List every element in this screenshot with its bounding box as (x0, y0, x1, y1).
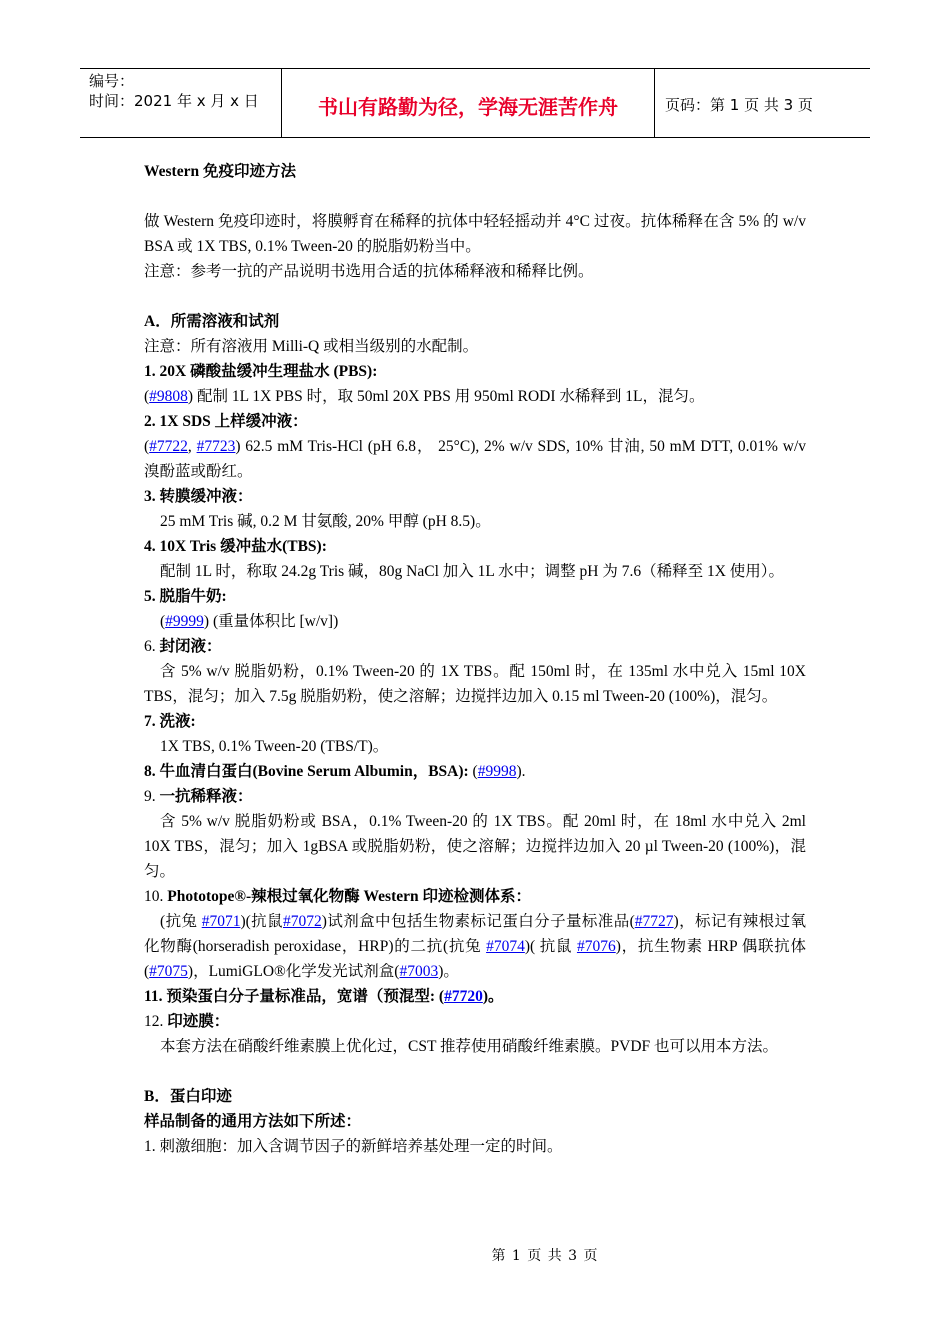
intro-paragraph: 做 Western 免疫印迹时，将膜孵育在稀释的抗体中轻轻摇动并 4°C 过夜。抗体稀释在含 5% 的 w/v BSA 或 1X TBS, 0.1% Tween-20 的脱脂奶粉当中。 (144, 213, 806, 255)
item-1-text: (#9808) 配制 1L 1X PBS 时，取 50ml 20X PBS 用 950ml RODI 水稀释到 1L，混匀。 (144, 388, 705, 405)
header-page-info: 页码：第 1 页 共 3 页 (665, 95, 813, 114)
link-7003[interactable]: #7003 (399, 963, 439, 980)
doc-title: Western 免疫印迹方法 (144, 163, 296, 180)
item-4-title: 4. 10X Tris 缓冲盐水(TBS): (144, 538, 327, 555)
link-7071[interactable]: #7071 (201, 913, 241, 930)
link-7723[interactable]: #7723 (196, 438, 236, 455)
item-12-title: 12. 印迹膜： (144, 1013, 230, 1030)
link-9998[interactable]: #9998 (477, 763, 517, 780)
item-3-text: 25 mM Tris 碱, 0.2 M 甘氨酸, 20% 甲醇 (pH 8.5)。 (160, 513, 491, 530)
header-info (80, 69, 282, 137)
item-3-title: 3. 转膜缓冲液： (144, 488, 253, 505)
item-2-title: 2. 1X SDS 上样缓冲液： (144, 413, 308, 430)
item-5-text: (#9999) (重量体积比 [w/v]) (160, 613, 339, 630)
page-footer: 第 1 页 共 3 页 (491, 1248, 599, 1264)
section-b-heading: B．蛋白印迹 (144, 1088, 232, 1105)
link-7074[interactable]: #7074 (486, 938, 525, 955)
item-11: 11. 预染蛋白分子量标准品，宽谱（预混型: (#7720)。 (144, 988, 504, 1005)
link-7727[interactable]: #7727 (634, 913, 674, 930)
item-7-text: 1X TBS, 0.1% Tween-20 (TBS/T)。 (160, 738, 389, 755)
item-8: 8. 牛血清白蛋白(Bovine Serum Albumin，BSA): (#9998). (144, 763, 526, 780)
item-6-title: 6. 封闭液： (144, 638, 222, 655)
item-2-text: (#7722, #7723) 62.5 mM Tris-HCl (pH 6.8， 25°C), 2% w/v SDS, 10% 甘油, 50 mM DTT, 0.01% w/v 溴酚蓝或酚红。 (144, 438, 807, 480)
item-10-text: (抗兔 #7071)(抗鼠#7072)试剂盒中包括生物素标记蛋白分子量标准品(#7727)，标记有辣根过氧化物酶(horseradish peroxidase，HRP)的二抗(抗兔 #7074)( 抗鼠 #7076)，抗生物素 HRP 偶联抗体(#7075)，LumiGLO®化学发光试剂盒(#7003)。 (144, 913, 806, 980)
intro-note: 注意：参考一抗的产品说明书选用合适的抗体稀释液和稀释比例。 (144, 263, 594, 280)
step-1: 1. 刺激细胞：加入含调节因子的新鲜培养基处理一定的时间。 (144, 1138, 563, 1155)
item-4-text: 配制 1L 时，称取 24.2g Tris 碱，80g NaCl 加入 1L 水中；调整 pH 为 7.6（稀释至 1X 使用）。 (160, 563, 785, 580)
section-a-heading: A．所需溶液和试剂 (144, 313, 280, 330)
item-5-title: 5. 脱脂牛奶: (144, 588, 227, 605)
item-7-title: 7. 洗液: (144, 713, 196, 730)
link-9808[interactable]: #9808 (149, 388, 188, 405)
document-body (144, 159, 806, 1159)
section-b-subheading: 样品制备的通用方法如下所述： (144, 1113, 362, 1130)
page-header (80, 68, 870, 138)
time-label: 时间：2021 年 x 月 x 日 (89, 92, 259, 110)
section-a-note: 注意：所有溶液用 Milli-Q 或相当级别的水配制。 (144, 338, 479, 355)
item-9-text: 含 5% w/v 脱脂奶粉或 BSA，0.1% Tween-20 的 1X TBS。配 20ml 时，在 18ml 水中兑入 2ml 10X TBS，混匀；加入 1gBSA 或脱脂奶粉，使之溶解；边搅拌边加入 20 µl Tween-20 (100%)，混匀。 (144, 813, 806, 880)
header-motto: 书山有路勤为径，学海无涯苦作舟 (282, 69, 655, 137)
item-10-title: 10. Phototope®-辣根过氧化物酶 Western 印迹检测体系： (144, 888, 532, 905)
item-6-text: 含 5% w/v 脱脂奶粉，0.1% Tween-20 的 1X TBS。配 150ml 时，在 135ml 水中兑入 15ml 10X TBS，混匀；加入 7.5g 脱脂奶粉，使之溶解；边搅拌边加入 0.15 ml Tween-20 (100%)，混匀。 (144, 663, 806, 705)
link-7076[interactable]: #7076 (576, 938, 616, 955)
link-9999[interactable]: #9999 (165, 613, 204, 630)
link-7722[interactable]: #7722 (149, 438, 188, 455)
link-7072[interactable]: #7072 (283, 913, 322, 930)
link-7075[interactable]: #7075 (149, 963, 188, 980)
link-7720[interactable]: #7720 (444, 988, 483, 1005)
item-9-title: 9. 一抗稀释液： (144, 788, 253, 805)
code-label: 编号： (89, 72, 135, 90)
item-12-text: 本套方法在硝酸纤维素膜上优化过，CST 推荐使用硝酸纤维素膜。PVDF 也可以用本方法。 (160, 1038, 779, 1055)
item-1-title: 1. 20X 磷酸盐缓冲生理盐水 (PBS): (144, 363, 378, 380)
